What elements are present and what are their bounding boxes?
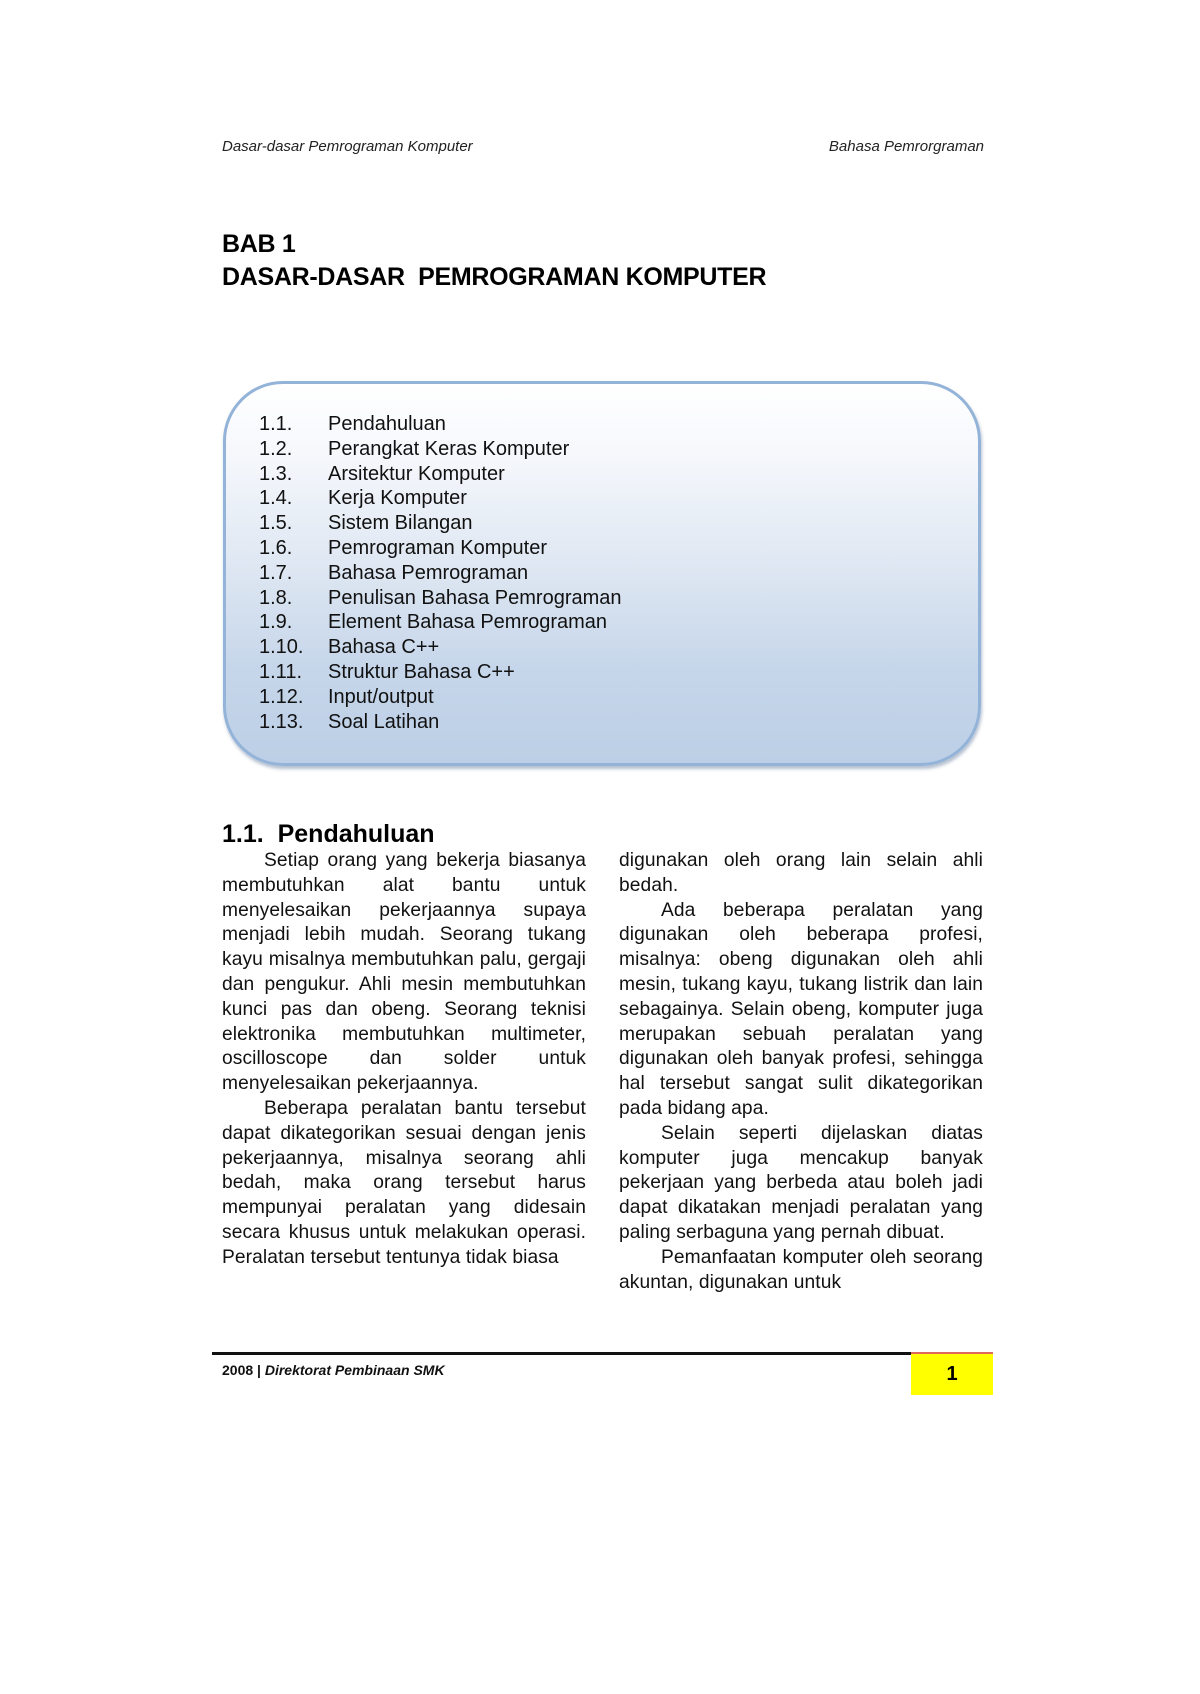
toc-item-number: 1.6. [259, 536, 293, 559]
toc-item-number: 1.12. [259, 685, 304, 708]
table-of-contents-box [223, 381, 981, 766]
footer-divider [212, 1352, 912, 1355]
toc-item-title: Sistem Bilangan [328, 512, 473, 535]
toc-item [259, 610, 622, 635]
toc-item-title: Penulisan Bahasa Pemrograman [328, 586, 622, 609]
toc-item-title: Bahasa C++ [328, 636, 440, 659]
chapter-name: DASAR-DASAR PEMROGRAMAN KOMPUTER [222, 263, 767, 291]
paragraph: Selain seperti dijelaskan diatas komputer juga mencakup banyak pekerjaan yang berbeda atau boleh jadi dapat dikatakan menjadi peralatan yang paling serbaguna yang pernah dibuat. [619, 1122, 983, 1243]
toc-item [259, 685, 622, 710]
toc-item [259, 635, 622, 660]
footer-accent-line [911, 1352, 993, 1354]
body-column-right [619, 849, 983, 1295]
toc-item [259, 511, 622, 536]
footer-organization: Direktorat Pembinaan SMK [264, 1362, 445, 1378]
toc-item-title: Element Bahasa Pemrograman [328, 611, 608, 634]
toc-item [259, 437, 622, 462]
toc-item-number: 1.3. [259, 462, 293, 485]
footer-year: 2008 | [222, 1362, 265, 1378]
toc-item [259, 586, 622, 611]
page-number: 1 [911, 1354, 993, 1395]
toc-item-title: Arsitektur Komputer [328, 462, 505, 485]
paragraph: Pemanfaatan komputer oleh seorang akuntan, digunakan untuk [619, 1246, 983, 1293]
toc-item [259, 462, 622, 487]
paragraph: Ada beberapa peralatan yang digunakan oleh beberapa profesi, misalnya: obeng digunakan oleh ahli mesin, tukang kayu, tukang listrik dan lain sebagainya. Selain obeng, komputer juga merupakan sebuah peralatan yang digunakan oleh banyak profesi, sehingga hal tersebut sangat sulit dikategorikan pada bidang apa. [619, 899, 983, 1119]
toc-item-number: 1.1. [259, 413, 293, 435]
toc-item-title: Pendahuluan [328, 413, 446, 435]
toc-item-title: Soal Latihan [328, 710, 440, 733]
running-header [222, 138, 984, 158]
header-right-text: Bahasa Pemrorgraman [828, 138, 984, 155]
paragraph: Beberapa peralatan bantu tersebut dapat dikategorikan sesuai dengan jenis pekerjaannya, misalnya seorang ahli bedah, maka orang tersebut harus mempunyai peralatan yang didesain secara khusus untuk melakukan operasi. Peralatan tersebut tentunya tidak biasa [222, 1097, 586, 1268]
toc-item-number: 1.10. [259, 636, 304, 659]
toc-item-title: Kerja Komputer [328, 487, 467, 510]
header-left-text: Dasar-dasar Pemrograman Komputer [222, 138, 473, 155]
paragraph: Setiap orang yang bekerja biasanya membutuhkan alat bantu untuk menyelesaikan pekerjaannya supaya menjadi lebih mudah. Seorang tukang kayu misalnya membutuhkan palu, gergaji dan pengukur. Ahli mesin membutuhkan kunci pas dan obeng. Seorang teknisi elektronika membutuhkan multimeter, oscilloscope dan solder untuk menyelesaikan pekerjaannya. [222, 850, 586, 1095]
toc-item-number: 1.9. [259, 611, 293, 634]
paragraph-continuation: digunakan oleh orang lain selain ahli bedah. [619, 850, 983, 896]
body-column-left [222, 849, 586, 1271]
toc-list [259, 412, 622, 734]
toc-item-title: Bahasa Pemrograman [328, 561, 529, 584]
chapter-label: BAB 1 [222, 230, 296, 258]
toc-item-title: Struktur Bahasa C++ [328, 660, 515, 683]
toc-item-number: 1.11. [259, 660, 302, 683]
toc-item-title: Perangkat Keras Komputer [328, 437, 570, 460]
toc-item [259, 412, 622, 437]
toc-item-title: Input/output [328, 685, 434, 708]
toc-item [259, 561, 622, 586]
toc-item [259, 486, 622, 511]
toc-item-number: 1.7. [259, 561, 293, 584]
toc-item-number: 1.4. [259, 487, 293, 510]
toc-item [259, 710, 622, 735]
footer-text [222, 1362, 445, 1378]
toc-item-number: 1.13. [259, 710, 304, 733]
toc-item-number: 1.2. [259, 437, 293, 460]
toc-item [259, 660, 622, 685]
toc-item [259, 536, 622, 561]
toc-item-number: 1.8. [259, 586, 293, 609]
chapter-title [222, 228, 766, 294]
toc-item-title: Pemrograman Komputer [328, 536, 547, 559]
toc-item-number: 1.5. [259, 512, 293, 535]
section-heading: 1.1. Pendahuluan [222, 820, 435, 848]
